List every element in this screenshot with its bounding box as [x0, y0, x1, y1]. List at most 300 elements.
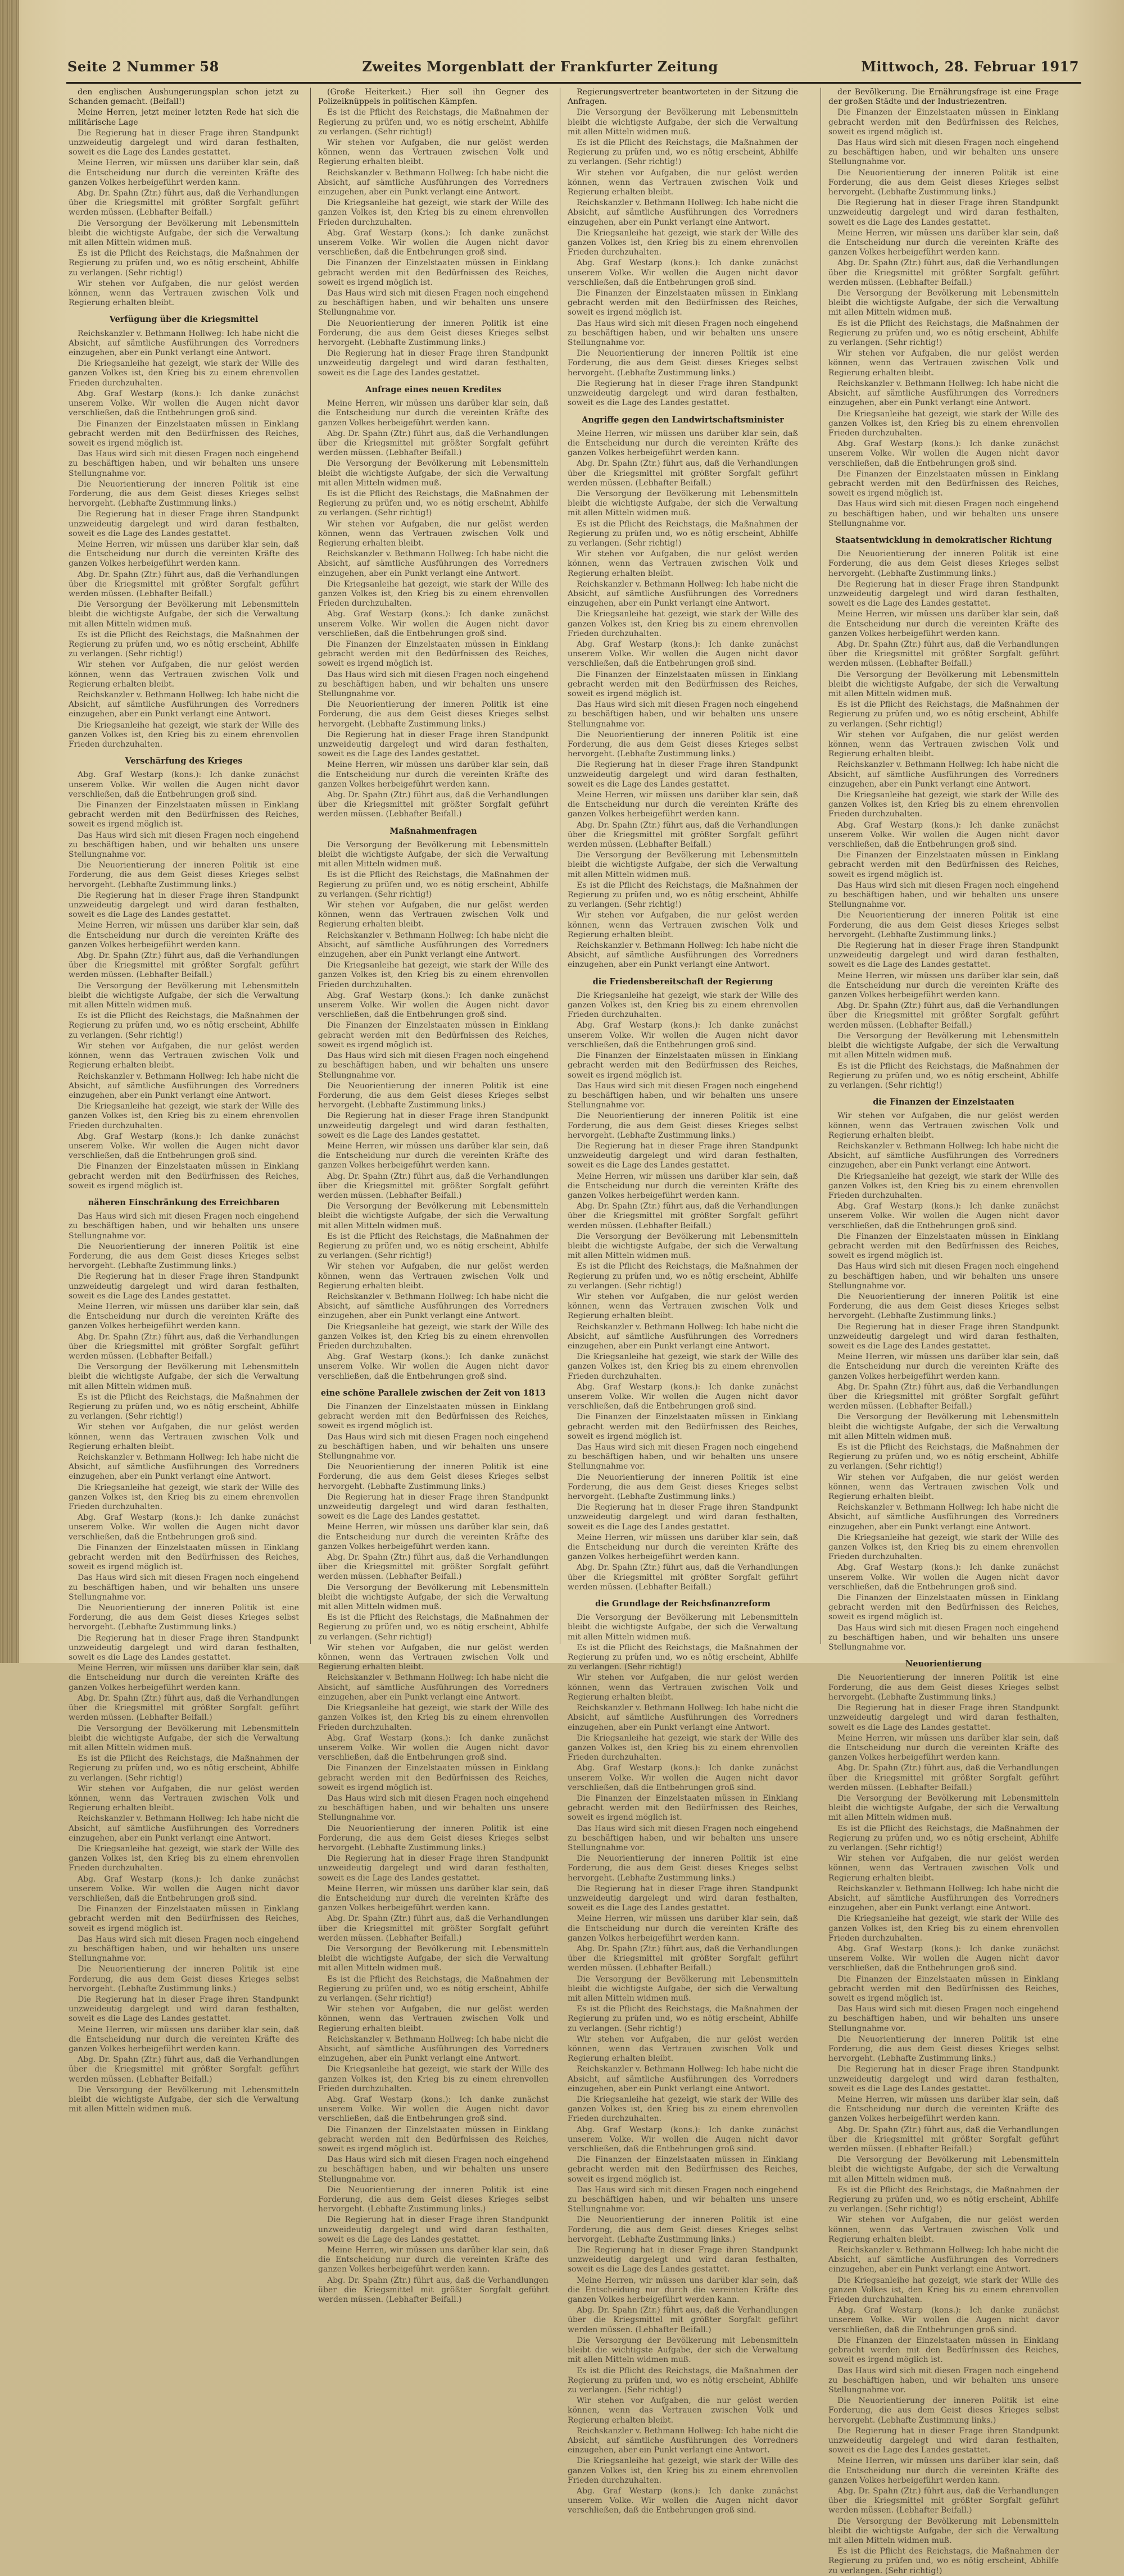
- body-paragraph: Abg. Dr. Spahn (Ztr.) führt aus, daß die Verhandlungen über die Kriegsmittel mit größter Sorgfalt geführt werden müssen. (Lebhafter Beifall.): [69, 189, 299, 217]
- section-heading: Verschärfung des Krieges: [125, 756, 243, 766]
- body-paragraph: Meine Herren, wir müssen uns darüber klar sein, daß die Entscheidung nur durch die vereinten Kräfte des ganzen Volkes herbeigeführt werden kann.: [318, 1523, 549, 1551]
- section-heading: Maßnahmenfragen: [389, 826, 477, 836]
- body-paragraph: Die Kriegsanleihe hat gezeigt, wie stark der Wille des ganzen Volkes ist, den Krieg bis zu einem ehrenvollen Frieden durchzuhalten.: [828, 1171, 1059, 1200]
- body-paragraph: Die Regierung hat in dieser Frage ihren Standpunkt unzweideutig dargelegt und wird daran festhalten, soweit es die Lage des Landes gestattet.: [69, 128, 299, 157]
- body-paragraph: Reichskanzler v. Bethmann Hollweg: Ich habe nicht die Absicht, auf sämtliche Ausführungen des Vorredners einzugehen, aber ein Punkt verlangt eine Antwort.: [828, 1884, 1059, 1913]
- body-paragraph: Abg. Dr. Spahn (Ztr.) führt aus, daß die Verhandlungen über die Kriegsmittel mit größter Sorgfalt geführt werden müssen. (Lebhafter Beifall.): [568, 1944, 798, 1973]
- body-paragraph: Das Haus wird sich mit diesen Fragen noch eingehend zu beschäftigen haben, und wir behalten uns unsere Stellungnahme vor.: [69, 1934, 299, 1964]
- body-paragraph: Meine Herren, wir müssen uns darüber klar sein, daß die Entscheidung nur durch die vereinten Kräfte des ganzen Volkes herbeigeführt werden kann.: [828, 1352, 1059, 1381]
- body-paragraph: Die Versorgung der Bevölkerung mit Lebensmitteln bleibt die wichtigste Aufgabe, der sich die Verwaltung mit allen Mitteln widmen muß.: [318, 459, 549, 488]
- body-paragraph: Die Neuorientierung der inneren Politik ist eine Forderung, die aus dem Geist dieses Krieges selbst hervorgeht. (Lebhafte Zustimmung links.): [568, 1473, 798, 1502]
- column-2: [318, 88, 549, 2305]
- body-paragraph: Es ist die Pflicht des Reichstags, die Maßnahmen der Regierung zu prüfen und, wo es nötig erscheint, Abhilfe zu verlangen. (Sehr richtig!): [828, 700, 1059, 729]
- body-paragraph: Das Haus wird sich mit diesen Fragen noch eingehend zu beschäftigen haben, und wir behalten uns unsere Stellungnahme vor.: [828, 1262, 1059, 1291]
- body-paragraph: Abg. Graf Westarp (kons.): Ich danke zunächst unserem Volke. Wir wollen die Augen nicht davor verschließen, daß die Entbehrungen groß sind.: [828, 1202, 1059, 1230]
- body-paragraph: Abg. Dr. Spahn (Ztr.) führt aus, daß die Verhandlungen über die Kriegsmittel mit größter Sorgfalt geführt werden müssen. (Lebhafter Beifall.): [318, 1171, 549, 1200]
- body-paragraph: Die Versorgung der Bevölkerung mit Lebensmitteln bleibt die wichtigste Aufgabe, der sich die Verwaltung mit allen Mitteln widmen muß.: [568, 489, 798, 518]
- body-paragraph: Die Regierung hat in dieser Frage ihren Standpunkt unzweideutig dargelegt und wird daran festhalten, soweit es die Lage des Landes gestattet.: [828, 1703, 1059, 1732]
- body-paragraph: Es ist die Pflicht des Reichstags, die Maßnahmen der Regierung zu prüfen und, wo es nötig erscheint, Abhilfe zu verlangen. (Sehr richtig!): [828, 1443, 1059, 1471]
- body-paragraph: Die Kriegsanleihe hat gezeigt, wie stark der Wille des ganzen Volkes ist, den Krieg bis zu einem ehrenvollen Frieden durchzuhalten.: [318, 961, 549, 989]
- section-heading: Angriffe gegen den Landwirtschaftsminister: [582, 415, 784, 425]
- body-paragraph: Abg. Dr. Spahn (Ztr.) führt aus, daß die Verhandlungen über die Kriegsmittel mit größter Sorgfalt geführt werden müssen. (Lebhafter Beifall.): [318, 790, 549, 819]
- body-paragraph: Abg. Graf Westarp (kons.): Ich danke zunächst unserem Volke. Wir wollen die Augen nicht davor verschließen, daß die Entbehrungen groß sind.: [69, 1874, 299, 1903]
- body-paragraph: Die Kriegsanleihe hat gezeigt, wie stark der Wille des ganzen Volkes ist, den Krieg bis zu einem ehrenvollen Frieden durchzuhalten.: [568, 991, 798, 1020]
- body-paragraph: Die Finanzen der Einzelstaaten müssen in Einklang gebracht werden mit den Bedürfnissen des Reiches, soweit es irgend möglich ist.: [568, 2155, 798, 2184]
- body-paragraph: Reichskanzler v. Bethmann Hollweg: Ich habe nicht die Absicht, auf sämtliche Ausführungen des Vorredners einzugehen, aber ein Punkt verlangt eine Antwort.: [568, 941, 798, 970]
- body-paragraph: Die Finanzen der Einzelstaaten müssen in Einklang gebracht werden mit den Bedürfnissen des Reiches, soweit es irgend möglich ist.: [318, 2125, 549, 2154]
- body-paragraph: Die Regierung hat in dieser Frage ihren Standpunkt unzweideutig dargelegt und wird daran festhalten, soweit es die Lage des Landes gestattet.: [318, 730, 549, 759]
- body-paragraph: Meine Herren, wir müssen uns darüber klar sein, daß die Entscheidung nur durch die vereinten Kräfte des ganzen Volkes herbeigeführt werden kann.: [568, 1914, 798, 1943]
- body-paragraph: Die Kriegsanleihe hat gezeigt, wie stark der Wille des ganzen Volkes ist, den Krieg bis zu einem ehrenvollen Frieden durchzuhalten.: [828, 790, 1059, 819]
- body-paragraph: Die Regierung hat in dieser Frage ihren Standpunkt unzweideutig dargelegt und wird daran festhalten, soweit es die Lage des Landes gestattet.: [69, 891, 299, 920]
- body-paragraph: Die Regierung hat in dieser Frage ihren Standpunkt unzweideutig dargelegt und wird daran festhalten, soweit es die Lage des Landes gestattet.: [568, 1503, 798, 1532]
- body-paragraph: Abg. Dr. Spahn (Ztr.) führt aus, daß die Verhandlungen über die Kriegsmittel mit größter Sorgfalt geführt werden müssen. (Lebhafter Beifall.): [568, 820, 798, 849]
- body-paragraph: Abg. Graf Westarp (kons.): Ich danke zunächst unserem Volke. Wir wollen die Augen nicht davor verschließen, daß die Entbehrungen groß sind.: [318, 991, 549, 1020]
- body-paragraph: Es ist die Pflicht des Reichstags, die Maßnahmen der Regierung zu prüfen und, wo es nötig erscheint, Abhilfe zu verlangen. (Sehr richtig!): [568, 2366, 798, 2395]
- body-paragraph: Die Kriegsanleihe hat gezeigt, wie stark der Wille des ganzen Volkes ist, den Krieg bis zu einem ehrenvollen Frieden durchzuhalten.: [318, 1322, 549, 1351]
- body-paragraph: Die Finanzen der Einzelstaaten müssen in Einklang gebracht werden mit den Bedürfnissen des Reiches, soweit es irgend möglich ist.: [828, 1232, 1059, 1261]
- body-paragraph: Die Neuorientierung der inneren Politik ist eine Forderung, die aus dem Geist dieses Krieges selbst hervorgeht. (Lebhafte Zustimmung links.): [318, 2185, 549, 2214]
- body-paragraph: Die Neuorientierung der inneren Politik ist eine Forderung, die aus dem Geist dieses Krieges selbst hervorgeht. (Lebhafte Zustimmung links.): [318, 1824, 549, 1852]
- body-paragraph: Die Regierung hat in dieser Frage ihren Standpunkt unzweideutig dargelegt und wird daran festhalten, soweit es die Lage des Landes gestattet.: [828, 198, 1059, 227]
- body-paragraph: Die Finanzen der Einzelstaaten müssen in Einklang gebracht werden mit den Bedürfnissen des Reiches, soweit es irgend möglich ist.: [828, 2336, 1059, 2365]
- body-paragraph: Das Haus wird sich mit diesen Fragen noch eingehend zu beschäftigen haben, und wir behalten uns unsere Stellungnahme vor.: [69, 1573, 299, 1602]
- body-paragraph: Das Haus wird sich mit diesen Fragen noch eingehend zu beschäftigen haben, und wir behalten uns unsere Stellungnahme vor.: [568, 319, 798, 348]
- body-paragraph: Die Neuorientierung der inneren Politik ist eine Forderung, die aus dem Geist dieses Krieges selbst hervorgeht. (Lebhafte Zustimmung links.): [828, 2396, 1059, 2425]
- body-paragraph: Die Neuorientierung der inneren Politik ist eine Forderung, die aus dem Geist dieses Krieges selbst hervorgeht. (Lebhafte Zustimmung links.): [318, 700, 549, 729]
- body-paragraph: Es ist die Pflicht des Reichstags, die Maßnahmen der Regierung zu prüfen und, wo es nötig erscheint, Abhilfe zu verlangen. (Sehr richtig!): [568, 1643, 798, 1672]
- column-1: [69, 88, 299, 2114]
- body-paragraph: Meine Herren, wir müssen uns darüber klar sein, daß die Entscheidung nur durch die vereinten Kräfte des ganzen Volkes herbeigeführt werden kann.: [568, 2275, 798, 2305]
- body-paragraph: Reichskanzler v. Bethmann Hollweg: Ich habe nicht die Absicht, auf sämtliche Ausführungen des Vorredners einzugehen, aber ein Punkt verlangt eine Antwort.: [568, 579, 798, 608]
- body-paragraph: Die Regierung hat in dieser Frage ihren Standpunkt unzweideutig dargelegt und wird daran festhalten, soweit es die Lage des Landes gestattet.: [568, 1141, 798, 1170]
- body-paragraph: Die Kriegsanleihe hat gezeigt, wie stark der Wille des ganzen Volkes ist, den Krieg bis zu einem ehrenvollen Frieden durchzuhalten.: [568, 228, 798, 257]
- body-paragraph: Wir stehen vor Aufgaben, die nur gelöst werden können, wenn das Vertrauen zwischen Volk und Regierung erhalten bleibt.: [318, 138, 549, 167]
- body-paragraph: Die Kriegsanleihe hat gezeigt, wie stark der Wille des ganzen Volkes ist, den Krieg bis zu einem ehrenvollen Frieden durchzuhalten.: [568, 1352, 798, 1381]
- body-paragraph: Abg. Dr. Spahn (Ztr.) führt aus, daß die Verhandlungen über die Kriegsmittel mit größter Sorgfalt geführt werden müssen. (Lebhafter Beifall.): [318, 2275, 549, 2305]
- body-paragraph: Die Neuorientierung der inneren Politik ist eine Forderung, die aus dem Geist dieses Krieges selbst hervorgeht. (Lebhafte Zustimmung links.): [828, 549, 1059, 578]
- column-intro: den englischen Aushungerungsplan schon jetzt zu Schanden gemacht. (Beifall!): [69, 88, 299, 107]
- body-paragraph: Die Finanzen der Einzelstaaten müssen in Einklang gebracht werden mit den Bedürfnissen des Reiches, soweit es irgend möglich ist.: [568, 1051, 798, 1080]
- body-paragraph: Abg. Dr. Spahn (Ztr.) führt aus, daß die Verhandlungen über die Kriegsmittel mit größter Sorgfalt geführt werden müssen. (Lebhafter Beifall.): [828, 1764, 1059, 1792]
- body-paragraph: Reichskanzler v. Bethmann Hollweg: Ich habe nicht die Absicht, auf sämtliche Ausführungen des Vorredners einzugehen, aber ein Punkt verlangt eine Antwort.: [568, 1703, 798, 1732]
- body-paragraph: Abg. Graf Westarp (kons.): Ich danke zunächst unserem Volke. Wir wollen die Augen nicht davor verschließen, daß die Entbehrungen groß sind.: [69, 389, 299, 418]
- body-paragraph: Abg. Dr. Spahn (Ztr.) führt aus, daß die Verhandlungen über die Kriegsmittel mit größter Sorgfalt geführt werden müssen. (Lebhafter Beifall.): [69, 570, 299, 598]
- body-paragraph: Die Neuorientierung der inneren Politik ist eine Forderung, die aus dem Geist dieses Krieges selbst hervorgeht. (Lebhafte Zustimmung links.): [828, 168, 1059, 197]
- body-paragraph: Das Haus wird sich mit diesen Fragen noch eingehend zu beschäftigen haben, und wir behalten uns unsere Stellungnahme vor.: [568, 1443, 798, 1471]
- body-paragraph: Es ist die Pflicht des Reichstags, die Maßnahmen der Regierung zu prüfen und, wo es nötig erscheint, Abhilfe zu verlangen. (Sehr richtig!): [318, 108, 549, 137]
- body-paragraph: Es ist die Pflicht des Reichstags, die Maßnahmen der Regierung zu prüfen und, wo es nötig erscheint, Abhilfe zu verlangen. (Sehr richtig!): [318, 870, 549, 899]
- body-paragraph: Wir stehen vor Aufgaben, die nur gelöst werden können, wenn das Vertrauen zwischen Volk und Regierung erhalten bleibt.: [828, 349, 1059, 378]
- body-paragraph: Die Finanzen der Einzelstaaten müssen in Einklang gebracht werden mit den Bedürfnissen des Reiches, soweit es irgend möglich ist.: [318, 1021, 549, 1050]
- body-paragraph: Abg. Dr. Spahn (Ztr.) führt aus, daß die Verhandlungen über die Kriegsmittel mit größter Sorgfalt geführt werden müssen. (Lebhafter Beifall.): [828, 2125, 1059, 2154]
- body-paragraph: Meine Herren, wir müssen uns darüber klar sein, daß die Entscheidung nur durch die vereinten Kräfte des ganzen Volkes herbeigeführt werden kann.: [828, 610, 1059, 638]
- body-paragraph: Die Kriegsanleihe hat gezeigt, wie stark der Wille des ganzen Volkes ist, den Krieg bis zu einem ehrenvollen Frieden durchzuhalten.: [318, 198, 549, 227]
- body-paragraph: Meine Herren, wir müssen uns darüber klar sein, daß die Entscheidung nur durch die vereinten Kräfte des ganzen Volkes herbeigeführt werden kann.: [318, 1884, 549, 1913]
- body-paragraph: Es ist die Pflicht des Reichstags, die Maßnahmen der Regierung zu prüfen und, wo es nötig erscheint, Abhilfe zu verlangen. (Sehr richtig!): [69, 249, 299, 278]
- body-paragraph: Es ist die Pflicht des Reichstags, die Maßnahmen der Regierung zu prüfen und, wo es nötig erscheint, Abhilfe zu verlangen. (Sehr richtig!): [568, 880, 798, 910]
- body-paragraph: Reichskanzler v. Bethmann Hollweg: Ich habe nicht die Absicht, auf sämtliche Ausführungen des Vorredners einzugehen, aber ein Punkt verlangt eine Antwort.: [828, 379, 1059, 408]
- body-paragraph: Es ist die Pflicht des Reichstags, die Maßnahmen der Regierung zu prüfen und, wo es nötig erscheint, Abhilfe zu verlangen. (Sehr richtig!): [828, 1061, 1059, 1090]
- body-paragraph: Die Versorgung der Bevölkerung mit Lebensmitteln bleibt die wichtigste Aufgabe, der sich die Verwaltung mit allen Mitteln widmen muß.: [318, 1944, 549, 1973]
- body-paragraph: Die Versorgung der Bevölkerung mit Lebensmitteln bleibt die wichtigste Aufgabe, der sich die Verwaltung mit allen Mitteln widmen muß.: [568, 1974, 798, 2003]
- body-paragraph: Abg. Graf Westarp (kons.): Ich danke zunächst unserem Volke. Wir wollen die Augen nicht davor verschließen, daß die Entbehrungen groß sind.: [828, 1944, 1059, 1973]
- body-paragraph: Wir stehen vor Aufgaben, die nur gelöst werden können, wenn das Vertrauen zwischen Volk und Regierung erhalten bleibt.: [568, 168, 798, 197]
- body-paragraph: Die Regierung hat in dieser Frage ihren Standpunkt unzweideutig dargelegt und wird daran festhalten, soweit es die Lage des Landes gestattet.: [69, 1272, 299, 1301]
- body-paragraph: Abg. Dr. Spahn (Ztr.) führt aus, daß die Verhandlungen über die Kriegsmittel mit größter Sorgfalt geführt werden müssen. (Lebhafter Beifall.): [69, 2055, 299, 2084]
- body-paragraph: Abg. Dr. Spahn (Ztr.) führt aus, daß die Verhandlungen über die Kriegsmittel mit größter Sorgfalt geführt werden müssen. (Lebhafter Beifall.): [828, 1001, 1059, 1030]
- body-paragraph: Die Regierung hat in dieser Frage ihren Standpunkt unzweideutig dargelegt und wird daran festhalten, soweit es die Lage des Landes gestattet.: [69, 1995, 299, 2024]
- body-paragraph: Die Kriegsanleihe hat gezeigt, wie stark der Wille des ganzen Volkes ist, den Krieg bis zu einem ehrenvollen Frieden durchzuhalten.: [69, 1483, 299, 1512]
- body-paragraph: Wir stehen vor Aufgaben, die nur gelöst werden können, wenn das Vertrauen zwischen Volk und Regierung erhalten bleibt.: [568, 911, 798, 939]
- body-paragraph: Wir stehen vor Aufgaben, die nur gelöst werden können, wenn das Vertrauen zwischen Volk und Regierung erhalten bleibt.: [69, 660, 299, 689]
- body-paragraph: Reichskanzler v. Bethmann Hollweg: Ich habe nicht die Absicht, auf sämtliche Ausführungen des Vorredners einzugehen, aber ein Punkt verlangt eine Antwort.: [69, 329, 299, 358]
- body-paragraph: Die Regierung hat in dieser Frage ihren Standpunkt unzweideutig dargelegt und wird daran festhalten, soweit es die Lage des Landes gestattet.: [828, 941, 1059, 970]
- body-paragraph: Meine Herren, wir müssen uns darüber klar sein, daß die Entscheidung nur durch die vereinten Kräfte des ganzen Volkes herbeigeführt werden kann.: [69, 1664, 299, 1692]
- column-rule: [310, 88, 311, 1644]
- body-paragraph: Abg. Graf Westarp (kons.): Ich danke zunächst unserem Volke. Wir wollen die Augen nicht davor verschließen, daß die Entbehrungen groß sind.: [318, 1352, 549, 1381]
- column-4: [828, 88, 1059, 2575]
- body-paragraph: Das Haus wird sich mit diesen Fragen noch eingehend zu beschäftigen haben, und wir behalten uns unsere Stellungnahme vor.: [568, 1824, 798, 1852]
- section-heading: Verfügung über die Kriegsmittel: [109, 315, 259, 325]
- body-paragraph: Die Versorgung der Bevölkerung mit Lebensmitteln bleibt die wichtigste Aufgabe, der sich die Verwaltung mit allen Mitteln widmen muß.: [69, 1724, 299, 1752]
- body-paragraph: Abg. Dr. Spahn (Ztr.) führt aus, daß die Verhandlungen über die Kriegsmittel mit größter Sorgfalt geführt werden müssen. (Lebhafter Beifall.): [69, 1693, 299, 1723]
- body-paragraph: Meine Herren, wir müssen uns darüber klar sein, daß die Entscheidung nur durch die vereinten Kräfte des ganzen Volkes herbeigeführt werden kann.: [69, 158, 299, 187]
- body-paragraph: Es ist die Pflicht des Reichstags, die Maßnahmen der Regierung zu prüfen und, wo es nötig erscheint, Abhilfe zu verlangen. (Sehr richtig!): [318, 489, 549, 518]
- body-paragraph: Die Kriegsanleihe hat gezeigt, wie stark der Wille des ganzen Volkes ist, den Krieg bis zu einem ehrenvollen Frieden durchzuhalten.: [69, 1844, 299, 1873]
- body-paragraph: Die Neuorientierung der inneren Politik ist eine Forderung, die aus dem Geist dieses Krieges selbst hervorgeht. (Lebhafte Zustimmung links.): [568, 349, 798, 378]
- body-paragraph: Reichskanzler v. Bethmann Hollweg: Ich habe nicht die Absicht, auf sämtliche Ausführungen des Vorredners einzugehen, aber ein Punkt verlangt eine Antwort.: [318, 2034, 549, 2064]
- body-paragraph: Die Kriegsanleihe hat gezeigt, wie stark der Wille des ganzen Volkes ist, den Krieg bis zu einem ehrenvollen Frieden durchzuhalten.: [828, 1914, 1059, 1943]
- body-paragraph: Meine Herren, wir müssen uns darüber klar sein, daß die Entscheidung nur durch die vereinten Kräfte des ganzen Volkes herbeigeführt werden kann.: [318, 760, 549, 789]
- body-paragraph: Die Kriegsanleihe hat gezeigt, wie stark der Wille des ganzen Volkes ist, den Krieg bis zu einem ehrenvollen Frieden durchzuhalten.: [318, 1703, 549, 1732]
- body-paragraph: Die Finanzen der Einzelstaaten müssen in Einklang gebracht werden mit den Bedürfnissen des Reiches, soweit es irgend möglich ist.: [568, 1793, 798, 1823]
- body-paragraph: Die Versorgung der Bevölkerung mit Lebensmitteln bleibt die wichtigste Aufgabe, der sich die Verwaltung mit allen Mitteln widmen muß.: [828, 289, 1059, 317]
- body-paragraph: Reichskanzler v. Bethmann Hollweg: Ich habe nicht die Absicht, auf sämtliche Ausführungen des Vorredners einzugehen, aber ein Punkt verlangt eine Antwort.: [318, 549, 549, 578]
- body-paragraph: Die Finanzen der Einzelstaaten müssen in Einklang gebracht werden mit den Bedürfnissen des Reiches, soweit es irgend möglich ist.: [828, 1593, 1059, 1622]
- body-paragraph: Wir stehen vor Aufgaben, die nur gelöst werden können, wenn das Vertrauen zwischen Volk und Regierung erhalten bleibt.: [69, 1041, 299, 1070]
- column-intro: (Große Heiterkeit.) Hier soll ihn Gegner des Polizeiknüppels in politischen Kämpfen.: [318, 88, 549, 107]
- body-paragraph: Meine Herren, wir müssen uns darüber klar sein, daß die Entscheidung nur durch die vereinten Kräfte des ganzen Volkes herbeigeführt werden kann.: [568, 1171, 798, 1200]
- body-paragraph: Abg. Graf Westarp (kons.): Ich danke zunächst unserem Volke. Wir wollen die Augen nicht davor verschließen, daß die Entbehrungen groß sind.: [828, 2306, 1059, 2334]
- body-paragraph: Das Haus wird sich mit diesen Fragen noch eingehend zu beschäftigen haben, und wir behalten uns unsere Stellungnahme vor.: [828, 880, 1059, 910]
- body-paragraph: Das Haus wird sich mit diesen Fragen noch eingehend zu beschäftigen haben, und wir behalten uns unsere Stellungnahme vor.: [828, 1623, 1059, 1652]
- body-paragraph: Die Kriegsanleihe hat gezeigt, wie stark der Wille des ganzen Volkes ist, den Krieg bis zu einem ehrenvollen Frieden durchzuhalten.: [828, 409, 1059, 438]
- section-heading: näheren Einschränkung des Erreichbaren: [88, 1197, 280, 1207]
- body-paragraph: Es ist die Pflicht des Reichstags, die Maßnahmen der Regierung zu prüfen und, wo es nötig erscheint, Abhilfe zu verlangen. (Sehr richtig!): [568, 519, 798, 548]
- body-paragraph: Die Versorgung der Bevölkerung mit Lebensmitteln bleibt die wichtigste Aufgabe, der sich die Verwaltung mit allen Mitteln widmen muß.: [828, 2516, 1059, 2545]
- body-paragraph: Es ist die Pflicht des Reichstags, die Maßnahmen der Regierung zu prüfen und, wo es nötig erscheint, Abhilfe zu verlangen. (Sehr richtig!): [828, 319, 1059, 348]
- section-heading: Anfrage eines neuen Kredites: [365, 384, 501, 394]
- body-paragraph: Wir stehen vor Aufgaben, die nur gelöst werden können, wenn das Vertrauen zwischen Volk und Regierung erhalten bleibt.: [568, 549, 798, 578]
- body-paragraph: Meine Herren, wir müssen uns darüber klar sein, daß die Entscheidung nur durch die vereinten Kräfte des ganzen Volkes herbeigeführt werden kann.: [318, 1141, 549, 1170]
- body-paragraph: Das Haus wird sich mit diesen Fragen noch eingehend zu beschäftigen haben, und wir behalten uns unsere Stellungnahme vor.: [568, 2185, 798, 2214]
- body-paragraph: Das Haus wird sich mit diesen Fragen noch eingehend zu beschäftigen haben, und wir behalten uns unsere Stellungnahme vor.: [318, 289, 549, 317]
- body-paragraph: Das Haus wird sich mit diesen Fragen noch eingehend zu beschäftigen haben, und wir behalten uns unsere Stellungnahme vor.: [69, 1212, 299, 1241]
- body-paragraph: Die Regierung hat in dieser Frage ihren Standpunkt unzweideutig dargelegt und wird daran festhalten, soweit es die Lage des Landes gestattet.: [828, 1322, 1059, 1351]
- body-paragraph: Die Versorgung der Bevölkerung mit Lebensmitteln bleibt die wichtigste Aufgabe, der sich die Verwaltung mit allen Mitteln widmen muß.: [69, 600, 299, 629]
- body-paragraph: Es ist die Pflicht des Reichstags, die Maßnahmen der Regierung zu prüfen und, wo es nötig erscheint, Abhilfe zu verlangen. (Sehr richtig!): [318, 1974, 549, 2003]
- body-paragraph: Wir stehen vor Aufgaben, die nur gelöst werden können, wenn das Vertrauen zwischen Volk und Regierung erhalten bleibt.: [318, 2005, 549, 2033]
- body-paragraph: Meine Herren, wir müssen uns darüber klar sein, daß die Entscheidung nur durch die vereinten Kräfte des ganzen Volkes herbeigeführt werden kann.: [828, 971, 1059, 1000]
- body-paragraph: Die Kriegsanleihe hat gezeigt, wie stark der Wille des ganzen Volkes ist, den Krieg bis zu einem ehrenvollen Frieden durchzuhalten.: [69, 359, 299, 388]
- body-paragraph: Die Finanzen der Einzelstaaten müssen in Einklang gebracht werden mit den Bedürfnissen des Reiches, soweit es irgend möglich ist.: [568, 670, 798, 698]
- body-paragraph: Wir stehen vor Aufgaben, die nur gelöst werden können, wenn das Vertrauen zwischen Volk und Regierung erhalten bleibt.: [828, 2215, 1059, 2244]
- body-paragraph: Die Kriegsanleihe hat gezeigt, wie stark der Wille des ganzen Volkes ist, den Krieg bis zu einem ehrenvollen Frieden durchzuhalten.: [568, 1733, 798, 1762]
- body-paragraph: Das Haus wird sich mit diesen Fragen noch eingehend zu beschäftigen haben, und wir behalten uns unsere Stellungnahme vor.: [828, 2005, 1059, 2033]
- body-paragraph: Die Kriegsanleihe hat gezeigt, wie stark der Wille des ganzen Volkes ist, den Krieg bis zu einem ehrenvollen Frieden durchzuhalten.: [828, 1533, 1059, 1562]
- body-paragraph: Das Haus wird sich mit diesen Fragen noch eingehend zu beschäftigen haben, und wir behalten uns unsere Stellungnahme vor.: [828, 499, 1059, 528]
- body-paragraph: Abg. Graf Westarp (kons.): Ich danke zunächst unserem Volke. Wir wollen die Augen nicht davor verschließen, daß die Entbehrungen groß sind.: [568, 2486, 798, 2515]
- body-paragraph: Die Neuorientierung der inneren Politik ist eine Forderung, die aus dem Geist dieses Krieges selbst hervorgeht. (Lebhafte Zustimmung links.): [828, 1292, 1059, 1321]
- body-paragraph: Abg. Dr. Spahn (Ztr.) führt aus, daß die Verhandlungen über die Kriegsmittel mit größter Sorgfalt geführt werden müssen. (Lebhafter Beifall.): [318, 1914, 549, 1943]
- body-paragraph: Es ist die Pflicht des Reichstags, die Maßnahmen der Regierung zu prüfen und, wo es nötig erscheint, Abhilfe zu verlangen. (Sehr richtig!): [828, 1824, 1059, 1852]
- body-paragraph: Abg. Graf Westarp (kons.): Ich danke zunächst unserem Volke. Wir wollen die Augen nicht davor verschließen, daß die Entbehrungen groß sind.: [318, 1733, 549, 1762]
- body-paragraph: Wir stehen vor Aufgaben, die nur gelöst werden können, wenn das Vertrauen zwischen Volk und Regierung erhalten bleibt.: [69, 1784, 299, 1813]
- body-paragraph: Abg. Dr. Spahn (Ztr.) führt aus, daß die Verhandlungen über die Kriegsmittel mit größter Sorgfalt geführt werden müssen. (Lebhafter Beifall.): [828, 2486, 1059, 2515]
- body-paragraph: Wir stehen vor Aufgaben, die nur gelöst werden können, wenn das Vertrauen zwischen Volk und Regierung erhalten bleibt.: [318, 901, 549, 929]
- body-paragraph: Die Versorgung der Bevölkerung mit Lebensmitteln bleibt die wichtigste Aufgabe, der sich die Verwaltung mit allen Mitteln widmen muß.: [568, 2336, 798, 2365]
- body-paragraph: Abg. Dr. Spahn (Ztr.) führt aus, daß die Verhandlungen über die Kriegsmittel mit größter Sorgfalt geführt werden müssen. (Lebhafter Beifall.): [318, 429, 549, 458]
- body-paragraph: Wir stehen vor Aufgaben, die nur gelöst werden können, wenn das Vertrauen zwischen Volk und Regierung erhalten bleibt.: [69, 1423, 299, 1451]
- body-paragraph: Die Regierung hat in dieser Frage ihren Standpunkt unzweideutig dargelegt und wird daran festhalten, soweit es die Lage des Landes gestattet.: [69, 1633, 299, 1662]
- body-paragraph: Reichskanzler v. Bethmann Hollweg: Ich habe nicht die Absicht, auf sämtliche Ausführungen des Vorredners einzugehen, aber ein Punkt verlangt eine Antwort.: [69, 1814, 299, 1843]
- body-paragraph: Das Haus wird sich mit diesen Fragen noch eingehend zu beschäftigen haben, und wir behalten uns unsere Stellungnahme vor.: [69, 830, 299, 860]
- body-paragraph: Die Regierung hat in dieser Frage ihren Standpunkt unzweideutig dargelegt und wird daran festhalten, soweit es die Lage des Landes gestattet.: [568, 760, 798, 789]
- body-paragraph: Die Regierung hat in dieser Frage ihren Standpunkt unzweideutig dargelegt und wird daran festhalten, soweit es die Lage des Landes gestattet.: [318, 1854, 549, 1883]
- body-paragraph: Die Kriegsanleihe hat gezeigt, wie stark der Wille des ganzen Volkes ist, den Krieg bis zu einem ehrenvollen Frieden durchzuhalten.: [568, 610, 798, 638]
- body-paragraph: Es ist die Pflicht des Reichstags, die Maßnahmen der Regierung zu prüfen und, wo es nötig erscheint, Abhilfe zu verlangen. (Sehr richtig!): [318, 1232, 549, 1261]
- body-paragraph: Die Finanzen der Einzelstaaten müssen in Einklang gebracht werden mit den Bedürfnissen des Reiches, soweit es irgend möglich ist.: [568, 289, 798, 317]
- body-paragraph: Das Haus wird sich mit diesen Fragen noch eingehend zu beschäftigen haben, und wir behalten uns unsere Stellungnahme vor.: [318, 1793, 549, 1823]
- body-paragraph: Die Finanzen der Einzelstaaten müssen in Einklang gebracht werden mit den Bedürfnissen des Reiches, soweit es irgend möglich ist.: [828, 851, 1059, 879]
- section-heading: die Finanzen der Einzelstaaten: [873, 1097, 1014, 1107]
- body-paragraph: Die Finanzen der Einzelstaaten müssen in Einklang gebracht werden mit den Bedürfnissen des Reiches, soweit es irgend möglich ist.: [318, 258, 549, 287]
- body-paragraph: Die Finanzen der Einzelstaaten müssen in Einklang gebracht werden mit den Bedürfnissen des Reiches, soweit es irgend möglich ist.: [69, 801, 299, 829]
- body-paragraph: Meine Herren, wir müssen uns darüber klar sein, daß die Entscheidung nur durch die vereinten Kräfte des ganzen Volkes herbeigeführt werden kann.: [318, 399, 549, 428]
- body-paragraph: Die Neuorientierung der inneren Politik ist eine Forderung, die aus dem Geist dieses Krieges selbst hervorgeht. (Lebhafte Zustimmung links.): [318, 319, 549, 348]
- body-paragraph: Die Regierung hat in dieser Frage ihren Standpunkt unzweideutig dargelegt und wird daran festhalten, soweit es die Lage des Landes gestattet.: [828, 579, 1059, 608]
- body-paragraph: Die Neuorientierung der inneren Politik ist eine Forderung, die aus dem Geist dieses Krieges selbst hervorgeht. (Lebhafte Zustimmung links.): [69, 1242, 299, 1271]
- body-paragraph: Meine Herren, wir müssen uns darüber klar sein, daß die Entscheidung nur durch die vereinten Kräfte des ganzen Volkes herbeigeführt werden kann.: [69, 921, 299, 949]
- body-paragraph: Das Haus wird sich mit diesen Fragen noch eingehend zu beschäftigen haben, und wir behalten uns unsere Stellungnahme vor.: [318, 1051, 549, 1080]
- body-paragraph: Abg. Graf Westarp (kons.): Ich danke zunächst unserem Volke. Wir wollen die Augen nicht davor verschließen, daß die Entbehrungen groß sind.: [828, 1563, 1059, 1592]
- body-paragraph: Wir stehen vor Aufgaben, die nur gelöst werden können, wenn das Vertrauen zwischen Volk und Regierung erhalten bleibt.: [318, 519, 549, 548]
- column-intro: Regierungsvertreter beantworteten in der Sitzung die Anfragen.: [568, 88, 798, 107]
- body-paragraph: Das Haus wird sich mit diesen Fragen noch eingehend zu beschäftigen haben, und wir behalten uns unsere Stellungnahme vor.: [318, 2155, 549, 2184]
- body-paragraph: Die Versorgung der Bevölkerung mit Lebensmitteln bleibt die wichtigste Aufgabe, der sich die Verwaltung mit allen Mitteln widmen muß.: [568, 1232, 798, 1261]
- body-paragraph: Das Haus wird sich mit diesen Fragen noch eingehend zu beschäftigen haben, und wir behalten uns unsere Stellungnahme vor.: [568, 700, 798, 729]
- body-paragraph: Die Neuorientierung der inneren Politik ist eine Forderung, die aus dem Geist dieses Krieges selbst hervorgeht. (Lebhafte Zustimmung links.): [69, 861, 299, 889]
- body-paragraph: Meine Herren, wir müssen uns darüber klar sein, daß die Entscheidung nur durch die vereinten Kräfte des ganzen Volkes herbeigeführt werden kann.: [69, 539, 299, 569]
- body-paragraph: Die Kriegsanleihe hat gezeigt, wie stark der Wille des ganzen Volkes ist, den Krieg bis zu einem ehrenvollen Frieden durchzuhalten.: [318, 2065, 549, 2093]
- body-paragraph: Die Versorgung der Bevölkerung mit Lebensmitteln bleibt die wichtigste Aufgabe, der sich die Verwaltung mit allen Mitteln widmen muß.: [69, 219, 299, 248]
- body-paragraph: Die Kriegsanleihe hat gezeigt, wie stark der Wille des ganzen Volkes ist, den Krieg bis zu einem ehrenvollen Frieden durchzuhalten.: [568, 2456, 798, 2485]
- body-paragraph: Die Neuorientierung der inneren Politik ist eine Forderung, die aus dem Geist dieses Krieges selbst hervorgeht. (Lebhafte Zustimmung links.): [828, 911, 1059, 939]
- body-paragraph: Die Versorgung der Bevölkerung mit Lebensmitteln bleibt die wichtigste Aufgabe, der sich die Verwaltung mit allen Mitteln widmen muß.: [828, 1412, 1059, 1441]
- issue-date: Mittwoch, 28. Februar 1917: [861, 58, 1079, 75]
- body-paragraph: Es ist die Pflicht des Reichstags, die Maßnahmen der Regierung zu prüfen und, wo es nötig erscheint, Abhilfe zu verlangen. (Sehr richtig!): [828, 2547, 1059, 2575]
- body-paragraph: Die Finanzen der Einzelstaaten müssen in Einklang gebracht werden mit den Bedürfnissen des Reiches, soweit es irgend möglich ist.: [318, 639, 549, 669]
- body-paragraph: Die Finanzen der Einzelstaaten müssen in Einklang gebracht werden mit den Bedürfnissen des Reiches, soweit es irgend möglich ist.: [828, 108, 1059, 137]
- body-paragraph: Reichskanzler v. Bethmann Hollweg: Ich habe nicht die Absicht, auf sämtliche Ausführungen des Vorredners einzugehen, aber ein Punkt verlangt eine Antwort.: [318, 168, 549, 197]
- body-paragraph: Die Versorgung der Bevölkerung mit Lebensmitteln bleibt die wichtigste Aufgabe, der sich die Verwaltung mit allen Mitteln widmen muß.: [69, 981, 299, 1010]
- body-paragraph: Abg. Dr. Spahn (Ztr.) führt aus, daß die Verhandlungen über die Kriegsmittel mit größter Sorgfalt geführt werden müssen. (Lebhafter Beifall.): [69, 1332, 299, 1361]
- body-paragraph: Wir stehen vor Aufgaben, die nur gelöst werden können, wenn das Vertrauen zwischen Volk und Regierung erhalten bleibt.: [568, 1673, 798, 1702]
- body-paragraph: Die Finanzen der Einzelstaaten müssen in Einklang gebracht werden mit den Bedürfnissen des Reiches, soweit es irgend möglich ist.: [69, 419, 299, 448]
- body-paragraph: Die Neuorientierung der inneren Politik ist eine Forderung, die aus dem Geist dieses Krieges selbst hervorgeht. (Lebhafte Zustimmung links.): [69, 1965, 299, 1993]
- body-paragraph: Die Kriegsanleihe hat gezeigt, wie stark der Wille des ganzen Volkes ist, den Krieg bis zu einem ehrenvollen Frieden durchzuhalten.: [69, 1102, 299, 1130]
- body-paragraph: Es ist die Pflicht des Reichstags, die Maßnahmen der Regierung zu prüfen und, wo es nötig erscheint, Abhilfe zu verlangen. (Sehr richtig!): [69, 1011, 299, 1040]
- body-paragraph: Die Regierung hat in dieser Frage ihren Standpunkt unzweideutig dargelegt und wird daran festhalten, soweit es die Lage des Landes gestattet.: [318, 349, 549, 378]
- body-paragraph: Meine Herren, wir müssen uns darüber klar sein, daß die Entscheidung nur durch die vereinten Kräfte des ganzen Volkes herbeigeführt werden kann.: [828, 2456, 1059, 2485]
- body-paragraph: Wir stehen vor Aufgaben, die nur gelöst werden können, wenn das Vertrauen zwischen Volk und Regierung erhalten bleibt.: [568, 1292, 798, 1321]
- body-paragraph: Reichskanzler v. Bethmann Hollweg: Ich habe nicht die Absicht, auf sämtliche Ausführungen des Vorredners einzugehen, aber ein Punkt verlangt eine Antwort.: [318, 1673, 549, 1702]
- page-header: [67, 58, 1079, 80]
- body-paragraph: Reichskanzler v. Bethmann Hollweg: Ich habe nicht die Absicht, auf sämtliche Ausführungen des Vorredners einzugehen, aber ein Punkt verlangt eine Antwort.: [568, 1322, 798, 1351]
- section-heading: eine schöne Parallele zwischen der Zeit von 1813: [320, 1388, 546, 1398]
- body-paragraph: Die Regierung hat in dieser Frage ihren Standpunkt unzweideutig dargelegt und wird daran festhalten, soweit es die Lage des Landes gestattet.: [318, 2215, 549, 2244]
- body-paragraph: Abg. Graf Westarp (kons.): Ich danke zunächst unserem Volke. Wir wollen die Augen nicht davor verschließen, daß die Entbehrungen groß sind.: [568, 1021, 798, 1050]
- body-paragraph: Meine Herren, wir müssen uns darüber klar sein, daß die Entscheidung nur durch die vereinten Kräfte des ganzen Volkes herbeigeführt werden kann.: [828, 1733, 1059, 1762]
- body-paragraph: Die Neuorientierung der inneren Politik ist eine Forderung, die aus dem Geist dieses Krieges selbst hervorgeht. (Lebhafte Zustimmung links.): [568, 1854, 798, 1883]
- body-paragraph: Die Versorgung der Bevölkerung mit Lebensmitteln bleibt die wichtigste Aufgabe, der sich die Verwaltung mit allen Mitteln widmen muß.: [318, 840, 549, 869]
- body-paragraph: Abg. Dr. Spahn (Ztr.) führt aus, daß die Verhandlungen über die Kriegsmittel mit größter Sorgfalt geführt werden müssen. (Lebhafter Beifall.): [828, 1382, 1059, 1411]
- body-paragraph: Abg. Dr. Spahn (Ztr.) führt aus, daß die Verhandlungen über die Kriegsmittel mit größter Sorgfalt geführt werden müssen. (Lebhafter Beifall.): [568, 1202, 798, 1230]
- section-heading: Staatsentwicklung in demokratischer Richtung: [835, 535, 1052, 545]
- body-paragraph: Meine Herren, wir müssen uns darüber klar sein, daß die Entscheidung nur durch die vereinten Kräfte des ganzen Volkes herbeigeführt werden kann.: [568, 429, 798, 458]
- body-paragraph: Die Neuorientierung der inneren Politik ist eine Forderung, die aus dem Geist dieses Krieges selbst hervorgeht. (Lebhafte Zustimmung links.): [318, 1081, 549, 1110]
- column-3: [568, 88, 798, 2515]
- body-paragraph: Reichskanzler v. Bethmann Hollweg: Ich habe nicht die Absicht, auf sämtliche Ausführungen des Vorredners einzugehen, aber ein Punkt verlangt eine Antwort.: [568, 198, 798, 227]
- body-paragraph: Reichskanzler v. Bethmann Hollweg: Ich habe nicht die Absicht, auf sämtliche Ausführungen des Vorredners einzugehen, aber ein Punkt verlangt eine Antwort.: [69, 1453, 299, 1482]
- body-paragraph: Meine Herren, wir müssen uns darüber klar sein, daß die Entscheidung nur durch die vereinten Kräfte des ganzen Volkes herbeigeführt werden kann.: [69, 1302, 299, 1331]
- body-paragraph: Abg. Dr. Spahn (Ztr.) führt aus, daß die Verhandlungen über die Kriegsmittel mit größter Sorgfalt geführt werden müssen. (Lebhafter Beifall.): [568, 2306, 798, 2334]
- body-paragraph: Es ist die Pflicht des Reichstags, die Maßnahmen der Regierung zu prüfen und, wo es nötig erscheint, Abhilfe zu verlangen. (Sehr richtig!): [69, 1754, 299, 1783]
- body-paragraph: Die Versorgung der Bevölkerung mit Lebensmitteln bleibt die wichtigste Aufgabe, der sich die Verwaltung mit allen Mitteln widmen muß.: [568, 108, 798, 137]
- column-intro: der Bevölkerung. Die Ernährungsfrage ist eine Frage der großen Städte und der Industriezentren.: [828, 88, 1059, 107]
- body-paragraph: Meine Herren, wir müssen uns darüber klar sein, daß die Entscheidung nur durch die vereinten Kräfte des ganzen Volkes herbeigeführt werden kann.: [828, 228, 1059, 257]
- body-paragraph: Die Neuorientierung der inneren Politik ist eine Forderung, die aus dem Geist dieses Krieges selbst hervorgeht. (Lebhafte Zustimmung links.): [568, 730, 798, 759]
- body-paragraph: Abg. Graf Westarp (kons.): Ich danke zunächst unserem Volke. Wir wollen die Augen nicht davor verschließen, daß die Entbehrungen groß sind.: [69, 1132, 299, 1161]
- body-paragraph: Es ist die Pflicht des Reichstags, die Maßnahmen der Regierung zu prüfen und, wo es nötig erscheint, Abhilfe zu verlangen. (Sehr richtig!): [69, 630, 299, 659]
- body-paragraph: Die Finanzen der Einzelstaaten müssen in Einklang gebracht werden mit den Bedürfnissen des Reiches, soweit es irgend möglich ist.: [69, 1543, 299, 1572]
- body-paragraph: Die Kriegsanleihe hat gezeigt, wie stark der Wille des ganzen Volkes ist, den Krieg bis zu einem ehrenvollen Frieden durchzuhalten.: [69, 720, 299, 749]
- body-paragraph: Abg. Dr. Spahn (Ztr.) führt aus, daß die Verhandlungen über die Kriegsmittel mit größter Sorgfalt geführt werden müssen. (Lebhafter Beifall.): [69, 951, 299, 980]
- body-paragraph: Die Versorgung der Bevölkerung mit Lebensmitteln bleibt die wichtigste Aufgabe, der sich die Verwaltung mit allen Mitteln widmen muß.: [568, 851, 798, 879]
- body-paragraph: Reichskanzler v. Bethmann Hollweg: Ich habe nicht die Absicht, auf sämtliche Ausführungen des Vorredners einzugehen, aber ein Punkt verlangt eine Antwort.: [69, 1071, 299, 1100]
- body-paragraph: Das Haus wird sich mit diesen Fragen noch eingehend zu beschäftigen haben, und wir behalten uns unsere Stellungnahme vor.: [828, 2366, 1059, 2395]
- body-paragraph: Die Finanzen der Einzelstaaten müssen in Einklang gebracht werden mit den Bedürfnissen des Reiches, soweit es irgend möglich ist.: [318, 1402, 549, 1431]
- body-paragraph: Die Finanzen der Einzelstaaten müssen in Einklang gebracht werden mit den Bedürfnissen des Reiches, soweit es irgend möglich ist.: [828, 1974, 1059, 2003]
- body-paragraph: Reichskanzler v. Bethmann Hollweg: Ich habe nicht die Absicht, auf sämtliche Ausführungen des Vorredners einzugehen, aber ein Punkt verlangt eine Antwort.: [318, 930, 549, 960]
- body-paragraph: Die Regierung hat in dieser Frage ihren Standpunkt unzweideutig dargelegt und wird daran festhalten, soweit es die Lage des Landes gestattet.: [568, 379, 798, 408]
- body-paragraph: Abg. Dr. Spahn (Ztr.) führt aus, daß die Verhandlungen über die Kriegsmittel mit größter Sorgfalt geführt werden müssen. (Lebhafter Beifall.): [828, 258, 1059, 287]
- body-paragraph: Reichskanzler v. Bethmann Hollweg: Ich habe nicht die Absicht, auf sämtliche Ausführungen des Vorredners einzugehen, aber ein Punkt verlangt eine Antwort.: [828, 2246, 1059, 2274]
- body-paragraph: Wir stehen vor Aufgaben, die nur gelöst werden können, wenn das Vertrauen zwischen Volk und Regierung erhalten bleibt.: [568, 2034, 798, 2064]
- body-paragraph: Meine Herren, wir müssen uns darüber klar sein, daß die Entscheidung nur durch die vereinten Kräfte des ganzen Volkes herbeigeführt werden kann.: [568, 790, 798, 819]
- body-paragraph: Die Versorgung der Bevölkerung mit Lebensmitteln bleibt die wichtigste Aufgabe, der sich die Verwaltung mit allen Mitteln widmen muß.: [828, 1031, 1059, 1060]
- body-paragraph: Abg. Graf Westarp (kons.): Ich danke zunächst unserem Volke. Wir wollen die Augen nicht davor verschließen, daß die Entbehrungen groß sind.: [568, 1764, 798, 1792]
- body-paragraph: Die Versorgung der Bevölkerung mit Lebensmitteln bleibt die wichtigste Aufgabe, der sich die Verwaltung mit allen Mitteln widmen muß.: [828, 1793, 1059, 1823]
- body-paragraph: Reichskanzler v. Bethmann Hollweg: Ich habe nicht die Absicht, auf sämtliche Ausführungen des Vorredners einzugehen, aber ein Punkt verlangt eine Antwort.: [828, 1141, 1059, 1170]
- body-paragraph: Die Neuorientierung der inneren Politik ist eine Forderung, die aus dem Geist dieses Krieges selbst hervorgeht. (Lebhafte Zustimmung links.): [828, 2034, 1059, 2064]
- body-paragraph: Es ist die Pflicht des Reichstags, die Maßnahmen der Regierung zu prüfen und, wo es nötig erscheint, Abhilfe zu verlangen. (Sehr richtig!): [318, 1613, 549, 1642]
- body-paragraph: Die Regierung hat in dieser Frage ihren Standpunkt unzweideutig dargelegt und wird daran festhalten, soweit es die Lage des Landes gestattet.: [568, 1884, 798, 1913]
- body-paragraph: Die Regierung hat in dieser Frage ihren Standpunkt unzweideutig dargelegt und wird daran festhalten, soweit es die Lage des Landes gestattet.: [318, 1111, 549, 1140]
- page-number: Seite 2 Nummer 58: [67, 58, 219, 75]
- body-paragraph: Wir stehen vor Aufgaben, die nur gelöst werden können, wenn das Vertrauen zwischen Volk und Regierung erhalten bleibt.: [318, 1262, 549, 1291]
- body-paragraph: Die Neuorientierung der inneren Politik ist eine Forderung, die aus dem Geist dieses Krieges selbst hervorgeht. (Lebhafte Zustimmung links.): [318, 1462, 549, 1491]
- body-paragraph: Die Versorgung der Bevölkerung mit Lebensmitteln bleibt die wichtigste Aufgabe, der sich die Verwaltung mit allen Mitteln widmen muß.: [568, 1613, 798, 1642]
- body-paragraph: Abg. Graf Westarp (kons.): Ich danke zunächst unserem Volke. Wir wollen die Augen nicht davor verschließen, daß die Entbehrungen groß sind.: [828, 439, 1059, 468]
- body-paragraph: Abg. Graf Westarp (kons.): Ich danke zunächst unserem Volke. Wir wollen die Augen nicht davor verschließen, daß die Entbehrungen groß sind.: [828, 820, 1059, 849]
- body-paragraph: Die Neuorientierung der inneren Politik ist eine Forderung, die aus dem Geist dieses Krieges selbst hervorgeht. (Lebhafte Zustimmung links.): [568, 2215, 798, 2244]
- body-paragraph: Die Finanzen der Einzelstaaten müssen in Einklang gebracht werden mit den Bedürfnissen des Reiches, soweit es irgend möglich ist.: [568, 1412, 798, 1441]
- body-paragraph: Es ist die Pflicht des Reichstags, die Maßnahmen der Regierung zu prüfen und, wo es nötig erscheint, Abhilfe zu verlangen. (Sehr richtig!): [69, 1392, 299, 1421]
- body-paragraph: Reichskanzler v. Bethmann Hollweg: Ich habe nicht die Absicht, auf sämtliche Ausführungen des Vorredners einzugehen, aber ein Punkt verlangt eine Antwort.: [318, 1292, 549, 1321]
- book-binding-edge: [0, 0, 19, 1663]
- column-intro-2: Meine Herren, jetzt meiner letzten Rede hat sich die militärische Lage: [69, 108, 299, 127]
- body-paragraph: Die Regierung hat in dieser Frage ihren Standpunkt unzweideutig dargelegt und wird daran festhalten, soweit es die Lage des Landes gestattet.: [568, 2246, 798, 2274]
- body-paragraph: Meine Herren, wir müssen uns darüber klar sein, daß die Entscheidung nur durch die vereinten Kräfte des ganzen Volkes herbeigeführt werden kann.: [568, 1533, 798, 1562]
- newspaper-title: Zweites Morgenblatt der Frankfurter Zeitung: [362, 58, 718, 75]
- body-paragraph: Abg. Graf Westarp (kons.): Ich danke zunächst unserem Volke. Wir wollen die Augen nicht davor verschließen, daß die Entbehrungen groß sind.: [318, 228, 549, 257]
- body-paragraph: Abg. Dr. Spahn (Ztr.) führt aus, daß die Verhandlungen über die Kriegsmittel mit größter Sorgfalt geführt werden müssen. (Lebhafter Beifall.): [568, 1563, 798, 1592]
- body-paragraph: Die Regierung hat in dieser Frage ihren Standpunkt unzweideutig dargelegt und wird daran festhalten, soweit es die Lage des Landes gestattet.: [828, 2065, 1059, 2093]
- body-paragraph: Die Neuorientierung der inneren Politik ist eine Forderung, die aus dem Geist dieses Krieges selbst hervorgeht. (Lebhafte Zustimmung links.): [69, 1603, 299, 1632]
- body-paragraph: Reichskanzler v. Bethmann Hollweg: Ich habe nicht die Absicht, auf sämtliche Ausführungen des Vorredners einzugehen, aber ein Punkt verlangt eine Antwort.: [828, 1503, 1059, 1532]
- body-paragraph: Das Haus wird sich mit diesen Fragen noch eingehend zu beschäftigen haben, und wir behalten uns unsere Stellungnahme vor.: [828, 138, 1059, 167]
- body-paragraph: Es ist die Pflicht des Reichstags, die Maßnahmen der Regierung zu prüfen und, wo es nötig erscheint, Abhilfe zu verlangen. (Sehr richtig!): [828, 2185, 1059, 2214]
- body-paragraph: Wir stehen vor Aufgaben, die nur gelöst werden können, wenn das Vertrauen zwischen Volk und Regierung erhalten bleibt.: [828, 730, 1059, 759]
- body-paragraph: Abg. Graf Westarp (kons.): Ich danke zunächst unserem Volke. Wir wollen die Augen nicht davor verschließen, daß die Entbehrungen groß sind.: [568, 1382, 798, 1411]
- body-paragraph: Abg. Graf Westarp (kons.): Ich danke zunächst unserem Volke. Wir wollen die Augen nicht davor verschließen, daß die Entbehrungen groß sind.: [568, 639, 798, 669]
- body-paragraph: Meine Herren, wir müssen uns darüber klar sein, daß die Entscheidung nur durch die vereinten Kräfte des ganzen Volkes herbeigeführt werden kann.: [828, 2095, 1059, 2124]
- section-heading: Neuorientierung: [905, 1659, 982, 1669]
- body-paragraph: Wir stehen vor Aufgaben, die nur gelöst werden können, wenn das Vertrauen zwischen Volk und Regierung erhalten bleibt.: [69, 279, 299, 308]
- body-paragraph: Wir stehen vor Aufgaben, die nur gelöst werden können, wenn das Vertrauen zwischen Volk und Regierung erhalten bleibt.: [318, 1643, 549, 1672]
- body-paragraph: Abg. Dr. Spahn (Ztr.) führt aus, daß die Verhandlungen über die Kriegsmittel mit größter Sorgfalt geführt werden müssen. (Lebhafter Beifall.): [318, 1553, 549, 1582]
- body-paragraph: Die Versorgung der Bevölkerung mit Lebensmitteln bleibt die wichtigste Aufgabe, der sich die Verwaltung mit allen Mitteln widmen muß.: [69, 2085, 299, 2114]
- body-paragraph: Reichskanzler v. Bethmann Hollweg: Ich habe nicht die Absicht, auf sämtliche Ausführungen des Vorredners einzugehen, aber ein Punkt verlangt eine Antwort.: [828, 760, 1059, 789]
- body-paragraph: Die Kriegsanleihe hat gezeigt, wie stark der Wille des ganzen Volkes ist, den Krieg bis zu einem ehrenvollen Frieden durchzuhalten.: [568, 2095, 798, 2124]
- body-paragraph: Die Neuorientierung der inneren Politik ist eine Forderung, die aus dem Geist dieses Krieges selbst hervorgeht. (Lebhafte Zustimmung links.): [568, 1111, 798, 1140]
- body-paragraph: Die Kriegsanleihe hat gezeigt, wie stark der Wille des ganzen Volkes ist, den Krieg bis zu einem ehrenvollen Frieden durchzuhalten.: [828, 2275, 1059, 2305]
- body-paragraph: Die Versorgung der Bevölkerung mit Lebensmitteln bleibt die wichtigste Aufgabe, der sich die Verwaltung mit allen Mitteln widmen muß.: [828, 670, 1059, 698]
- body-paragraph: Die Versorgung der Bevölkerung mit Lebensmitteln bleibt die wichtigste Aufgabe, der sich die Verwaltung mit allen Mitteln widmen muß.: [69, 1362, 299, 1391]
- body-paragraph: Die Versorgung der Bevölkerung mit Lebensmitteln bleibt die wichtigste Aufgabe, der sich die Verwaltung mit allen Mitteln widmen muß.: [828, 2155, 1059, 2184]
- body-paragraph: Abg. Graf Westarp (kons.): Ich danke zunächst unserem Volke. Wir wollen die Augen nicht davor verschließen, daß die Entbehrungen groß sind.: [568, 258, 798, 287]
- body-paragraph: Die Finanzen der Einzelstaaten müssen in Einklang gebracht werden mit den Bedürfnissen des Reiches, soweit es irgend möglich ist.: [318, 1764, 549, 1792]
- body-paragraph: Es ist die Pflicht des Reichstags, die Maßnahmen der Regierung zu prüfen und, wo es nötig erscheint, Abhilfe zu verlangen. (Sehr richtig!): [568, 138, 798, 167]
- body-paragraph: Abg. Graf Westarp (kons.): Ich danke zunächst unserem Volke. Wir wollen die Augen nicht davor verschließen, daß die Entbehrungen groß sind.: [318, 610, 549, 638]
- body-paragraph: Die Neuorientierung der inneren Politik ist eine Forderung, die aus dem Geist dieses Krieges selbst hervorgeht. (Lebhafte Zustimmung links.): [828, 1673, 1059, 1702]
- body-paragraph: Abg. Graf Westarp (kons.): Ich danke zunächst unserem Volke. Wir wollen die Augen nicht davor verschließen, daß die Entbehrungen groß sind.: [318, 2095, 549, 2124]
- section-heading: die Friedensbereitschaft der Regierung: [592, 976, 773, 987]
- body-paragraph: Es ist die Pflicht des Reichstags, die Maßnahmen der Regierung zu prüfen und, wo es nötig erscheint, Abhilfe zu verlangen. (Sehr richtig!): [568, 2005, 798, 2033]
- body-paragraph: Meine Herren, wir müssen uns darüber klar sein, daß die Entscheidung nur durch die vereinten Kräfte des ganzen Volkes herbeigeführt werden kann.: [69, 2025, 299, 2053]
- body-paragraph: Die Versorgung der Bevölkerung mit Lebensmitteln bleibt die wichtigste Aufgabe, der sich die Verwaltung mit allen Mitteln widmen muß.: [318, 1583, 549, 1612]
- body-paragraph: Abg. Dr. Spahn (Ztr.) führt aus, daß die Verhandlungen über die Kriegsmittel mit größter Sorgfalt geführt werden müssen. (Lebhafter Beifall.): [568, 459, 798, 488]
- body-paragraph: Die Versorgung der Bevölkerung mit Lebensmitteln bleibt die wichtigste Aufgabe, der sich die Verwaltung mit allen Mitteln widmen muß.: [318, 1202, 549, 1230]
- body-paragraph: Abg. Graf Westarp (kons.): Ich danke zunächst unserem Volke. Wir wollen die Augen nicht davor verschließen, daß die Entbehrungen groß sind.: [69, 770, 299, 799]
- body-paragraph: Das Haus wird sich mit diesen Fragen noch eingehend zu beschäftigen haben, und wir behalten uns unsere Stellungnahme vor.: [69, 449, 299, 478]
- body-paragraph: Die Regierung hat in dieser Frage ihren Standpunkt unzweideutig dargelegt und wird daran festhalten, soweit es die Lage des Landes gestattet.: [69, 510, 299, 538]
- body-paragraph: Reichskanzler v. Bethmann Hollweg: Ich habe nicht die Absicht, auf sämtliche Ausführungen des Vorredners einzugehen, aber ein Punkt verlangt eine Antwort.: [568, 2426, 798, 2455]
- header-rule: [66, 82, 1081, 84]
- body-paragraph: Das Haus wird sich mit diesen Fragen noch eingehend zu beschäftigen haben, und wir behalten uns unsere Stellungnahme vor.: [318, 670, 549, 698]
